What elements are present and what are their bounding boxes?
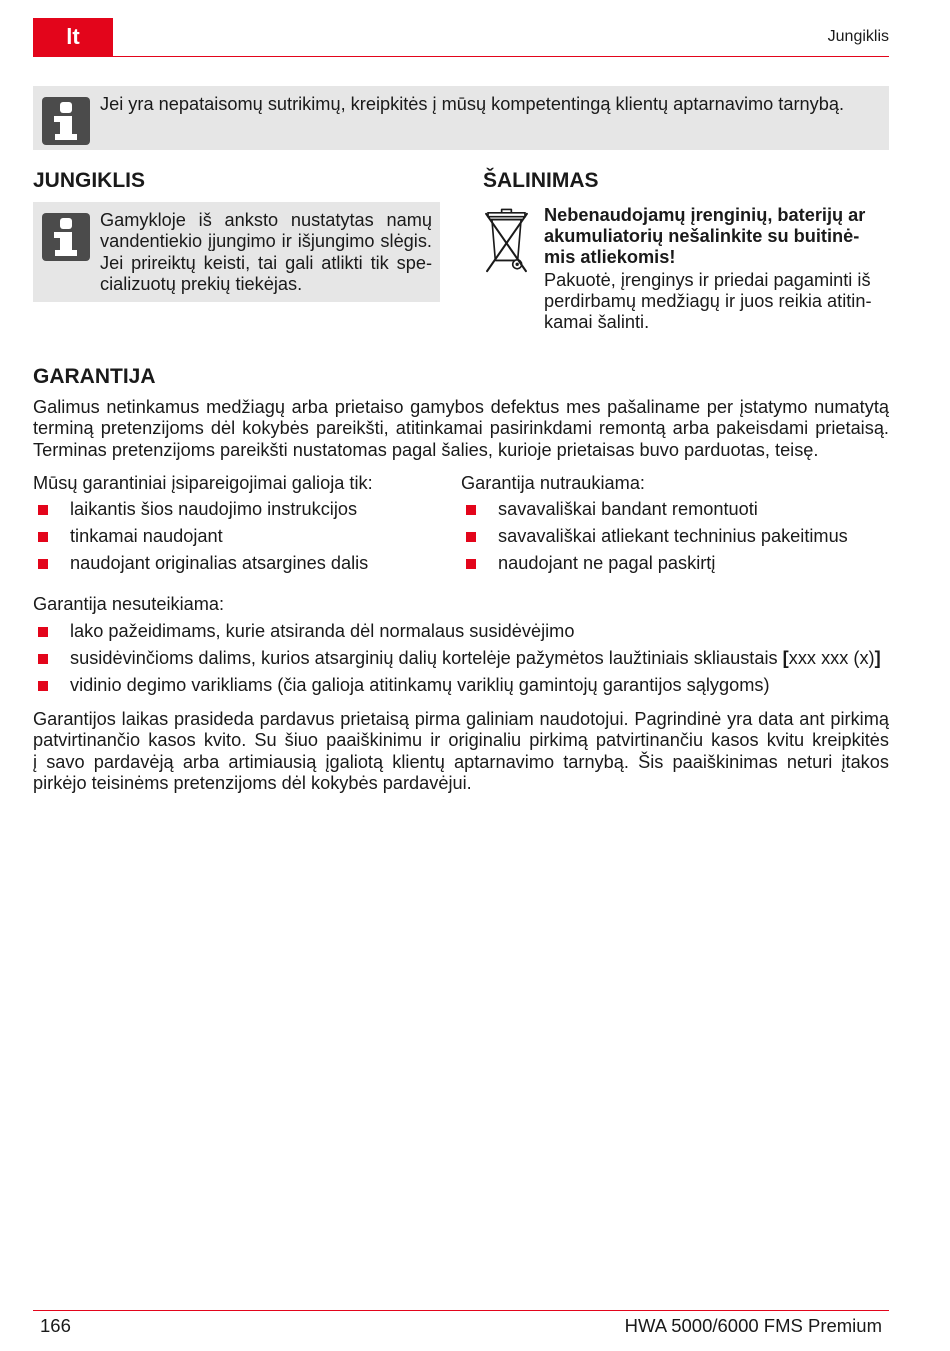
list-item-text: laikantis šios naudojimo instrukcijos [70, 498, 358, 519]
info-icon [42, 97, 90, 145]
disposal-heading: ŠALINIMAS [483, 169, 599, 192]
switch-info-box [33, 202, 440, 302]
paragraph-line: Galimus netinkamus medžiagų arba prietaiso gamybos defektus mes pašaliname per įstatymo numatytą [33, 396, 889, 417]
list-item [33, 499, 433, 521]
paragraph-line: Terminas pretenzijoms pareikšti nustatomas pagal šalies, kurioje prietaisas buvo parduotas, teisę. [33, 439, 819, 460]
product-model: HWA 5000/6000 FMS Premium [624, 1315, 882, 1336]
list-item-text-main: susidėvinčioms dalims, kurios atsarginių dalių kortelėje pažymėtos laužtiniais skliaustais [70, 647, 778, 668]
disposal-warning-line: Nebenaudojamų įrenginių, baterijų ar [544, 204, 866, 225]
running-header-title: Jungiklis [827, 28, 889, 45]
disposal-warning-line: akumuliatorių nešalinkite su buitinė- [544, 225, 860, 246]
switch-info-line: Gamykloje iš anksto nustatytas namų [100, 209, 432, 230]
list-item-text [70, 648, 881, 670]
language-tab: lt [33, 18, 113, 56]
list-item [461, 526, 861, 548]
paragraph-line: į savo pardavėją arba artimiausią įgaliotą klientų aptarnavimo tarnybą. Šis paaiškinimas neturi įtakos [33, 751, 889, 772]
list-item-text: naudojant originalias atsargines dalis [70, 552, 369, 573]
disposal-warning [544, 205, 889, 269]
page-number: 166 [40, 1315, 71, 1336]
switch-heading: JUNGIKLIS [33, 169, 146, 192]
list-item-text: naudojant ne pagal paskirtį [498, 552, 716, 573]
disposal-text-line: Pakuotė, įrenginys ir priedai pagaminti iš [544, 269, 871, 290]
list-item-text: savavališkai atliekant techninius pakeitimus [498, 525, 848, 546]
bullet-square [38, 681, 48, 691]
bullet-square [466, 505, 476, 515]
list-item [33, 647, 881, 670]
warranty-closing [33, 709, 889, 795]
warranty-not-covered-label: Garantija nesuteikiama: [33, 593, 225, 614]
disposal-text-line: kamai šalinti. [544, 312, 650, 333]
bullet-square [38, 559, 48, 569]
disposal-warning-line: mis atliekomis! [544, 247, 676, 268]
bullet-square [38, 627, 48, 637]
list-item-text: tinkamai naudojant [70, 525, 223, 546]
switch-info-line: Jei prireiktų keisti, tai gali atlikti tik spe- [100, 252, 432, 273]
list-item [33, 526, 433, 548]
bullet-square [38, 505, 48, 515]
warranty-void-label: Garantija nutraukiama: [461, 472, 645, 493]
bullet-square [38, 532, 48, 542]
notice-box [33, 86, 889, 150]
switch-info-text [100, 210, 432, 296]
spare-part-code-bracket-open: [ [782, 647, 789, 668]
bullet-square [466, 559, 476, 569]
header-rule [33, 56, 889, 57]
list-item-text: savavališkai bandant remontuoti [498, 498, 758, 519]
spare-part-code-bracket-close: ] [874, 647, 881, 668]
footer-rule [33, 1310, 889, 1311]
bullet-square [38, 654, 48, 664]
paragraph-line: patvirtinančio kasos kvito. Su šiuo paaiškinimu ir originaliu pirkimą patvirtinančiu kasos kvitu kreipkitės [33, 730, 889, 751]
warranty-valid-label: Mūsų garantiniai įsipareigojimai galioja tik: [33, 472, 373, 493]
list-item [461, 553, 861, 575]
list-item [461, 499, 861, 521]
notice-text: Jei yra nepataisomų sutrikimų, kreipkitės į mūsų kompetentingą klientų aptarnavimo tarnybą. [100, 93, 845, 114]
bullet-square [466, 532, 476, 542]
info-icon [42, 213, 90, 261]
paragraph-line: Garantijos laikas prasideda pardavus prietaisą pirma galiniam naudotojui. Pagrindinė yra data ant pirkimą [33, 708, 889, 729]
disposal-text [544, 270, 889, 334]
switch-info-line: vandentiekio įjungimo ir išjungimo slėgis. [100, 231, 432, 252]
list-item [33, 674, 770, 697]
disposal-text-line: perdirbamų medžiagų ir juos reikia atitin- [544, 290, 872, 311]
paragraph-line: pirkėjo teisinėms pretenzijoms dėl kokybės pardavėjui. [33, 773, 472, 794]
list-item [33, 553, 433, 575]
paragraph-line: terminą pretenzijoms dėl kokybės pareikšti, atitinkamai pasirinkdami remontą arba pakeisdami prietaisą. [33, 418, 889, 439]
list-item-text: lako pažeidimams, kurie atsiranda dėl normalaus susidėvėjimo [70, 620, 575, 641]
crossed-out-wheelie-bin-icon [483, 207, 530, 275]
warranty-intro [33, 397, 889, 462]
switch-info-line: cializuotų prekių tiekėjas. [100, 274, 303, 295]
warranty-heading: GARANTIJA [33, 365, 156, 388]
list-item [33, 620, 575, 643]
list-item-text: vidinio degimo varikliams (čia galioja atitinkamų variklių gamintojų garantijos sąlygoms) [70, 674, 770, 695]
spare-part-code: xxx xxx (x) [788, 647, 875, 668]
